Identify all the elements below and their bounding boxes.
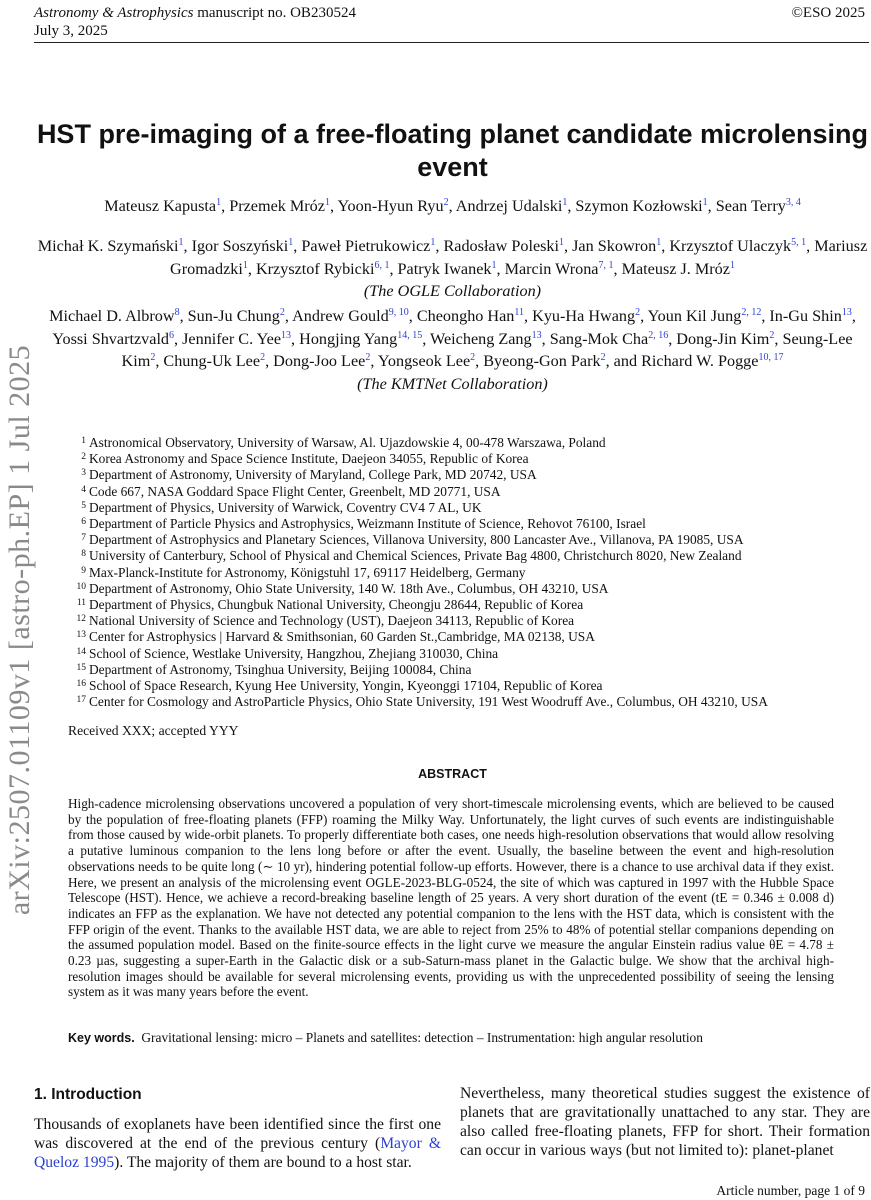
author-name: and Richard W. Pogge	[613, 352, 759, 370]
affiliation-marker[interactable]: 13	[281, 329, 292, 341]
affiliation-marker[interactable]: 8	[174, 307, 180, 318]
author-name: Seung-Lee Kim	[121, 329, 853, 370]
received-line: Received XXX; accepted YYY	[68, 723, 239, 738]
author-name: Kyu-Ha Hwang	[532, 307, 636, 325]
affiliation-number: 3	[81, 468, 86, 479]
affiliation-marker[interactable]: 1	[729, 259, 735, 271]
author-name: Jennifer C. Yee	[182, 329, 282, 348]
affiliation-number: 16	[76, 679, 86, 690]
collaboration-name: (The KMTNet Collaboration)	[357, 374, 548, 393]
affiliation-marker[interactable]: 1	[178, 237, 184, 248]
affiliation-text: Department of Astronomy, Tsinghua University, Beijing 100084, China	[89, 661, 472, 677]
affiliation-number: 8	[81, 549, 86, 560]
header-date: July 3, 2025	[34, 23, 108, 39]
author-name: Mariusz Gromadzki	[170, 237, 868, 278]
affiliation-item	[68, 484, 858, 500]
affiliation-marker[interactable]: 1	[430, 237, 436, 248]
affiliation-marker[interactable]: 2	[150, 352, 156, 363]
affiliation-marker[interactable]: 3, 4	[785, 197, 801, 208]
affiliation-text: Department of Astronomy, Ohio State University, 140 W. 18th Ave., Columbus, OH 43210, USA	[89, 580, 609, 596]
affiliation-number: 5	[81, 500, 86, 511]
author-name: Cheongho Han	[416, 307, 515, 325]
author-name: Sang-Mok Cha	[549, 329, 649, 348]
affiliation-item	[68, 435, 858, 451]
author-name: Youn Kil Jung	[647, 307, 742, 325]
author-name: Mateusz J. Mróz	[621, 259, 730, 278]
affiliation-marker[interactable]: 1	[656, 237, 662, 248]
affiliation-item	[68, 613, 858, 629]
affiliation-marker[interactable]: 2, 12	[741, 307, 762, 318]
affiliation-number: 17	[76, 695, 86, 706]
affiliation-marker[interactable]: 1	[288, 237, 294, 248]
journal-name: Astronomy & Astrophysics	[34, 5, 194, 21]
affiliation-marker[interactable]: 2, 16	[648, 329, 669, 341]
affiliation-marker[interactable]: 9, 10	[388, 307, 409, 318]
affiliation-marker[interactable]: 2	[279, 307, 285, 318]
author-name: Byeong-Gon Park	[483, 352, 601, 370]
keywords-text: Gravitational lensing: micro – Planets and satellites: detection – Instrumentation: high angular resolution	[141, 1030, 703, 1045]
affiliation-item	[68, 565, 858, 581]
affiliation-marker[interactable]: 5, 1	[791, 237, 807, 248]
author-name: Chung-Uk Lee	[163, 352, 261, 370]
author-block-1: Mateusz Kapusta$^1$, Przemek Mróz$^1$, Yoon-Hyun Ryu$^2$, Andrzej Udalski$^1$, Szymon Kozłowski$^1$, Sean Terry$^{3, 4}$	[104, 197, 801, 215]
author-name: Weicheng Zang	[430, 329, 532, 348]
abstract-heading: ABSTRACT	[418, 767, 487, 781]
affiliations-list	[68, 435, 858, 710]
author-name: Yossi Shvartzvald	[52, 329, 170, 348]
affiliation-item	[68, 548, 858, 564]
affiliation-marker[interactable]: 2	[365, 352, 371, 363]
affiliation-text: Department of Physics, Chungbuk National University, Cheongju 28644, Republic of Korea	[89, 597, 584, 613]
author-name: Krzysztof Rybicki	[255, 259, 375, 278]
affiliation-number: 11	[76, 598, 86, 609]
keywords-label: Key words.	[68, 1031, 135, 1045]
author-name: Andrzej Udalski	[455, 197, 563, 215]
intro-right-column: Nevertheless, many theoretical studies suggest the existence of planets that are gravitationally unattached to any star. They are also called free-floating planets, FFP for short. Their formation can occur in various ways (but not limited to): planet-planet	[460, 1085, 870, 1159]
affiliation-text: Department of Astrophysics and Planetary Sciences, Villanova University, 800 Lancaster Ave., Villanova, PA 19085, USA	[89, 532, 744, 548]
affiliation-item	[68, 581, 858, 597]
author-name: Yongseok Lee	[377, 352, 471, 370]
arxiv-stamp-text: arXiv:2507.01109v1 [astro-ph.EP] 1 Jul 2025	[3, 344, 36, 916]
page-footer: Article number, page 1 of 9	[716, 1183, 865, 1198]
author-name: Jan Skowron	[572, 237, 657, 255]
affiliation-text: University of Canterbury, School of Physical and Chemical Sciences, Private Bag 4800, Christchurch 8020, New Zealand	[89, 548, 742, 564]
affiliation-item	[68, 597, 858, 613]
affiliation-text: Max-Planck-Institute for Astronomy, Königstuhl 17, 69117 Heidelberg, Germany	[89, 564, 526, 580]
affiliation-marker[interactable]: 2	[260, 352, 266, 363]
arxiv-stamp	[0, 320, 40, 940]
affiliation-marker[interactable]: 1	[491, 259, 497, 271]
affiliation-marker[interactable]: 11	[514, 307, 525, 318]
author-name: Dong-Jin Kim	[676, 329, 770, 348]
affiliation-item	[68, 532, 858, 548]
affiliation-text: Korea Astronomy and Space Science Institute, Daejeon 34055, Republic of Korea	[89, 451, 529, 467]
affiliation-marker[interactable]: 1	[216, 197, 222, 208]
keywords	[68, 1030, 858, 1046]
affiliation-text: School of Space Research, Kyung Hee University, Yongin, Kyeonggi 17104, Republic of Korea	[89, 678, 603, 694]
affiliation-text: Center for Astrophysics | Harvard & Smithsonian, 60 Garden St.,Cambridge, MA 02138, USA	[89, 629, 595, 645]
affiliation-item	[68, 646, 858, 662]
affiliation-item	[68, 500, 858, 516]
affiliation-item	[68, 662, 858, 678]
affiliation-marker[interactable]: 13	[531, 329, 542, 341]
affiliation-marker[interactable]: 2	[600, 352, 606, 363]
author-name: Paweł Pietrukowicz	[301, 237, 431, 255]
affiliation-marker[interactable]: 6, 1	[374, 259, 390, 271]
manuscript-number: manuscript no. OB230524	[197, 5, 356, 21]
author-name: Dong-Joo Lee	[273, 352, 366, 370]
affiliation-number: 6	[81, 517, 86, 528]
copyright-notice: ©ESO 2025	[791, 5, 865, 21]
affiliation-text: Astronomical Observatory, University of Warsaw, Al. Ujazdowskie 4, 00-478 Warszawa, Poland	[89, 435, 606, 450]
author-name: Radosław Poleski	[443, 237, 560, 255]
author-name: Michael D. Albrow	[49, 307, 175, 325]
author-name: Marcin Wrona	[504, 259, 599, 278]
affiliation-item	[68, 694, 858, 710]
affiliation-number: 9	[81, 565, 86, 576]
affiliation-text: Center for Cosmology and AstroParticle Physics, Ohio State University, 191 West Woodruff Ave., Columbus, OH 43210, USA	[89, 694, 768, 710]
author-name: Michał K. Szymański	[37, 237, 179, 255]
affiliation-number: 15	[76, 662, 86, 673]
affiliation-text: Department of Astronomy, University of Maryland, College Park, MD 20742, USA	[89, 467, 537, 483]
affiliation-number: 4	[81, 484, 86, 495]
affiliation-marker[interactable]: 1	[324, 197, 330, 208]
affiliation-marker[interactable]: 1	[559, 237, 565, 248]
author-name: Mateusz Kapusta	[104, 197, 217, 215]
affiliation-marker[interactable]: 7, 1	[598, 259, 614, 271]
affiliation-number: 7	[81, 533, 86, 544]
author-block-kmtnet: Michael D. Albrow$^8$, Sun-Ju Chung$^2$, Andrew Gould$^{9, 10}$, Cheongho Han$^{11}$, Kyu-Ha Hwang$^2$, Youn Kil Jung$^{2, 12}$, In-Gu Shin$^{13}$, Yossi Shvartzvald$^6$, Jennifer C. Yee$^{13}$, Hongjing Yang$^{14, 15}$, Weicheng Zang$^{13}$, Sang-Mok Cha$^{2, 16}$, Dong-Jin Kim$^2$, Seung-Lee Kim$^2$, Chung-Uk Lee$^2$, Dong-Joo Lee$^2$, Yongseok Lee$^2$, Byeong-Gon Park$^2$, and Richard W. Pogge$^{10, 17}$ (The KMTNet Collaboration)	[34, 305, 871, 395]
affiliation-marker[interactable]: 2	[769, 329, 775, 341]
affiliation-number: 13	[76, 630, 86, 641]
affiliation-number: 2	[81, 452, 86, 463]
author-name: Andrew Gould	[292, 307, 389, 325]
author-name: Sean Terry	[715, 197, 786, 215]
affiliation-marker[interactable]: 2	[470, 352, 476, 363]
affiliation-marker[interactable]: 2	[635, 307, 641, 318]
affiliation-item	[68, 451, 858, 467]
abstract-text: High-cadence microlensing observations uncovered a population of very short-timescale microlensing events, which are believed to be caused by the population of free-floating planets (FFP) roaming the Milky Way. Unfortunately, the light curves of such events are indistinguishable from those caused by wide-orbit planets. To properly differentiate both cases, one needs high-resolution observations that would allow resolving a putative luminous companion to the lens long before or after the event. Usually, the baseline between the event and high-resolution observations needs to be quite long (∼ 10 yr), hindering potential follow-up efforts. However, there is a chance to use archival data if they exist. Here, we present an analysis of the microlensing event OGLE-2023-BLG-0524, the site of which was captured in 1997 with the Hubble Space Telescope (HST). Hence, we achieve a record-breaking baseline length of 25 years. A very short duration of the event (tE = 0.346 ± 0.008 d) indicates an FFP as the explanation. We have not detected any potential companion to the lens with the HST data, which is consistent with the FFP origin of the event. Thanks to the available HST data, we are able to reject from 25% to 48% of potential stellar companions depending on the assumed population model. Based on the finite-source effects in the light curve we measure the angular Einstein radius value θE = 4.78 ± 0.23 µas, suggesting a super-Earth in the Galactic disk or a sub-Saturn-mass planet in the Galactic bulge. We show that the archival high-resolution images should be available for several microlensing events, providing us with the unprecedented possibility of seeing the lensing system as it was many years before the event.	[68, 796, 834, 1000]
author-name: Patryk Iwanek	[397, 259, 492, 278]
affiliation-marker[interactable]: 1	[562, 197, 568, 208]
author-name: Igor Soszyński	[191, 237, 289, 255]
intro-text-1: Thousands of exoplanets have been identified since the first one was discovered at the end of the previous century (	[34, 1116, 441, 1152]
affiliation-number: 1	[81, 436, 86, 446]
affiliation-item	[68, 516, 858, 532]
author-name: Krzysztof Ulaczyk	[669, 237, 792, 255]
header-rule	[34, 42, 869, 43]
author-name: Sun-Ju Chung	[187, 307, 280, 325]
affiliation-marker[interactable]: 6	[169, 329, 175, 341]
author-name: Szymon Kozłowski	[575, 197, 703, 215]
affiliation-item	[68, 467, 858, 483]
affiliation-item	[68, 678, 858, 694]
affiliation-text: Department of Physics, University of Warwick, Coventry CV4 7 AL, UK	[89, 499, 482, 515]
affiliation-text: National University of Science and Technology (UST), Daejeon 34113, Republic of Korea	[89, 613, 575, 629]
affiliation-marker[interactable]: 10, 17	[758, 352, 784, 363]
affiliation-text: Code 667, NASA Goddard Space Flight Center, Greenbelt, MD 20771, USA	[89, 483, 501, 499]
section-heading: 1. Introduction	[34, 1086, 142, 1103]
affiliation-marker[interactable]: 2	[443, 197, 449, 208]
author-name: Przemek Mróz	[229, 197, 325, 215]
author-block-ogle: Michał K. Szymański$^1$, Igor Soszyński$^1$, Paweł Pietrukowicz$^1$, Radosław Poleski$^1$, Jan Skowron$^1$, Krzysztof Ulaczyk$^{5, 1}$, Mariusz Gromadzki$^1$, Krzysztof Rybicki$^{6, 1}$, Patryk Iwanek$^1$, Marcin Wrona$^{7, 1}$, Mateusz J. Mróz$^1$ (The OGLE Collaboration)	[34, 235, 871, 303]
affiliation-number: 10	[76, 581, 86, 592]
affiliation-number: 12	[76, 614, 86, 625]
affiliation-marker[interactable]: 1	[702, 197, 708, 208]
affiliation-number: 14	[76, 646, 86, 657]
intro-text-2: ). The majority of them are bound to a host star.	[114, 1154, 412, 1171]
affiliation-marker[interactable]: 14, 15	[397, 329, 423, 341]
affiliation-marker[interactable]: 13	[841, 307, 852, 318]
affiliation-text: Department of Particle Physics and Astrophysics, Weizmann Institute of Science, Rehovot 76100, Israel	[89, 516, 646, 532]
author-name: In-Gu Shin	[769, 307, 842, 325]
paper-title: HST pre-imaging of a free-floating planet candidate microlensing event	[36, 119, 869, 182]
author-name: Yoon-Hyun Ryu	[337, 197, 444, 215]
affiliation-text: School of Science, Westlake University, Hangzhou, Zhejiang 310030, China	[89, 645, 499, 661]
intro-left-column	[34, 1115, 441, 1172]
author-name: Hongjing Yang	[299, 329, 398, 348]
collaboration-name: (The OGLE Collaboration)	[363, 282, 542, 300]
citation-link[interactable]: Mayor & Queloz 1995	[34, 1135, 441, 1171]
running-header	[34, 4, 356, 40]
affiliation-marker[interactable]: 1	[242, 259, 248, 271]
affiliation-item	[68, 629, 858, 645]
